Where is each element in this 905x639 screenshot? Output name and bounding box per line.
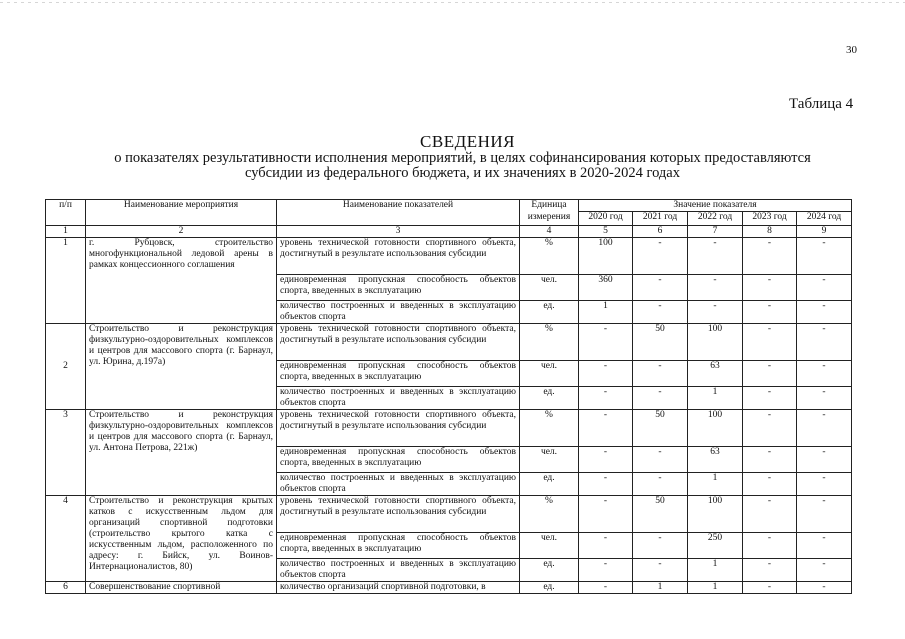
column-number: 6 (633, 226, 688, 238)
value-cell: 50 (633, 496, 688, 533)
unit: ед. (520, 387, 579, 410)
title-subtitle-line1: о показателях результативности исполнения мероприятий, в целях софинансирования которых предоставляются (114, 150, 811, 166)
table-row (46, 582, 852, 594)
value-cell: - (743, 387, 797, 410)
table-body (46, 238, 852, 594)
value-cell: 50 (633, 324, 688, 361)
value-cell: - (579, 559, 633, 582)
value-cell: 1 (688, 582, 743, 594)
title-subtitle-line2: субсидии из федерального бюджета, и их значениях в 2020-2024 годах (245, 165, 680, 181)
unit: чел. (520, 361, 579, 387)
indicator-name: количество построенных и введенных в эксплуатацию объектов спорта (277, 559, 520, 582)
column-number: 1 (46, 226, 86, 238)
value-cell: - (743, 559, 797, 582)
value-cell: - (743, 361, 797, 387)
row-number: 2 (46, 324, 86, 410)
indicator-name: единовременная пропускная способность объектов спорта, введенных в эксплуатацию (277, 447, 520, 473)
value-cell: - (797, 496, 852, 533)
value-cell: - (797, 301, 852, 324)
value-cell: - (579, 387, 633, 410)
indicators-table (45, 199, 852, 594)
table-row (46, 238, 852, 275)
value-cell: 100 (579, 238, 633, 275)
value-cell: - (688, 301, 743, 324)
column-number: 8 (743, 226, 797, 238)
value-cell: - (797, 582, 852, 594)
event-name: Строительство и реконструкция крытых катков с искусственным льдом для организаций спортивной подготовки (строительство крытого катка с искусственным льдом, расположенного по адресу: г. Бийск, ул. Воинов-Интернационалистов, 80) (86, 496, 277, 582)
value-cell: - (743, 410, 797, 447)
document-title (0, 133, 905, 180)
column-number-row (46, 226, 852, 238)
value-cell: 1 (688, 473, 743, 496)
table-row (46, 496, 852, 533)
row-number: 3 (46, 410, 86, 496)
header-num: п/п (46, 200, 86, 226)
header-year-2023: 2023 год (743, 212, 797, 226)
unit: чел. (520, 275, 579, 301)
indicator-name: количество организаций спортивной подготовки, в (277, 582, 520, 594)
event-name: г. Рубцовск, строительство многофункциональной ледовой арены в рамках концессионного соглашения (86, 238, 277, 324)
value-cell: - (688, 275, 743, 301)
indicator-name: количество построенных и введенных в эксплуатацию объектов спорта (277, 387, 520, 410)
unit: ед. (520, 301, 579, 324)
header-year-2020: 2020 год (579, 212, 633, 226)
table-row (46, 324, 852, 361)
value-cell: - (743, 275, 797, 301)
column-number: 7 (688, 226, 743, 238)
value-cell: - (633, 559, 688, 582)
header-unit (520, 200, 579, 226)
header-year-2021: 2021 год (633, 212, 688, 226)
header-unit-line2: измерения (527, 212, 571, 222)
value-cell: - (743, 582, 797, 594)
unit: ед. (520, 473, 579, 496)
value-cell: - (633, 361, 688, 387)
header-row-1 (46, 200, 852, 212)
unit: % (520, 496, 579, 533)
value-cell: - (743, 473, 797, 496)
value-cell: - (797, 324, 852, 361)
header-year-2022: 2022 год (688, 212, 743, 226)
value-cell: - (797, 238, 852, 275)
table-label: Таблица 4 (789, 96, 854, 112)
column-number: 3 (277, 226, 520, 238)
value-cell: - (633, 447, 688, 473)
column-number: 5 (579, 226, 633, 238)
page-number: 30 (846, 44, 857, 56)
value-cell: 50 (633, 410, 688, 447)
value-cell: - (579, 473, 633, 496)
value-cell: - (633, 275, 688, 301)
value-cell: - (797, 533, 852, 559)
indicator-name: уровень технической готовности спортивного объекта, достигнутый в результате использования субсидии (277, 496, 520, 533)
event-name: Строительство и реконструкция физкультурно-оздоровительных комплексов и центров для массового спорта (г. Барнаул, ул. Юрина, д.197а) (86, 324, 277, 410)
value-cell: - (633, 533, 688, 559)
event-name: Строительство и реконструкция физкультурно-оздоровительных комплексов и центров для массового спорта (г. Барнаул, ул. Антона Петрова, 221ж) (86, 410, 277, 496)
value-cell: - (633, 473, 688, 496)
header-value-group: Значение показателя (579, 200, 852, 212)
value-cell: 1 (633, 582, 688, 594)
value-cell: - (688, 238, 743, 275)
unit: % (520, 324, 579, 361)
value-cell: - (633, 301, 688, 324)
unit: % (520, 410, 579, 447)
row-number: 1 (46, 238, 86, 324)
value-cell: - (797, 473, 852, 496)
value-cell: 1 (688, 559, 743, 582)
indicator-name: единовременная пропускная способность объектов спорта, введенных в эксплуатацию (277, 533, 520, 559)
value-cell: 63 (688, 361, 743, 387)
indicator-name: уровень технической готовности спортивного объекта, достигнутый в результате использования субсидии (277, 410, 520, 447)
value-cell: 100 (688, 324, 743, 361)
value-cell: - (579, 533, 633, 559)
indicator-name: количество построенных и введенных в эксплуатацию объектов спорта (277, 301, 520, 324)
value-cell: 100 (688, 496, 743, 533)
header-indicator: Наименование показателей (277, 200, 520, 226)
value-cell: 1 (688, 387, 743, 410)
value-cell: - (579, 361, 633, 387)
scan-edge (0, 2, 905, 3)
value-cell: - (743, 238, 797, 275)
value-cell: - (743, 324, 797, 361)
row-number: 6 (46, 582, 86, 594)
value-cell: - (743, 301, 797, 324)
column-number: 2 (86, 226, 277, 238)
value-cell: - (797, 447, 852, 473)
value-cell: - (743, 447, 797, 473)
row-number: 4 (46, 496, 86, 582)
value-cell: 1 (579, 301, 633, 324)
header-unit-line1: Единица (531, 200, 567, 210)
value-cell: - (797, 387, 852, 410)
value-cell: - (633, 387, 688, 410)
unit: % (520, 238, 579, 275)
unit: чел. (520, 533, 579, 559)
value-cell: - (797, 275, 852, 301)
indicator-name: количество построенных и введенных в эксплуатацию объектов спорта (277, 473, 520, 496)
indicator-name: единовременная пропускная способность объектов спорта, введенных в эксплуатацию (277, 275, 520, 301)
value-cell: - (579, 496, 633, 533)
value-cell: - (633, 238, 688, 275)
indicator-name: единовременная пропускная способность объектов спорта, введенных в эксплуатацию (277, 361, 520, 387)
column-number: 4 (520, 226, 579, 238)
event-name: Совершенствование спортивной (86, 582, 277, 594)
value-cell: 100 (688, 410, 743, 447)
value-cell: - (743, 496, 797, 533)
indicator-name: уровень технической готовности спортивного объекта, достигнутый в результате использования субсидии (277, 238, 520, 275)
value-cell: - (797, 410, 852, 447)
indicator-name: уровень технической готовности спортивного объекта, достигнутый в результате использования субсидии (277, 324, 520, 361)
value-cell: - (579, 324, 633, 361)
unit: ед. (520, 559, 579, 582)
title-heading: СВЕДЕНИЯ (420, 132, 515, 151)
value-cell: - (797, 361, 852, 387)
value-cell: - (579, 410, 633, 447)
value-cell: 63 (688, 447, 743, 473)
value-cell: 360 (579, 275, 633, 301)
value-cell: 250 (688, 533, 743, 559)
header-event: Наименование мероприятия (86, 200, 277, 226)
unit: ед. (520, 582, 579, 594)
unit: чел. (520, 447, 579, 473)
column-number: 9 (797, 226, 852, 238)
header-year-2024: 2024 год (797, 212, 852, 226)
value-cell: - (797, 559, 852, 582)
value-cell: - (743, 533, 797, 559)
value-cell: - (579, 447, 633, 473)
value-cell: - (579, 582, 633, 594)
table-row (46, 410, 852, 447)
